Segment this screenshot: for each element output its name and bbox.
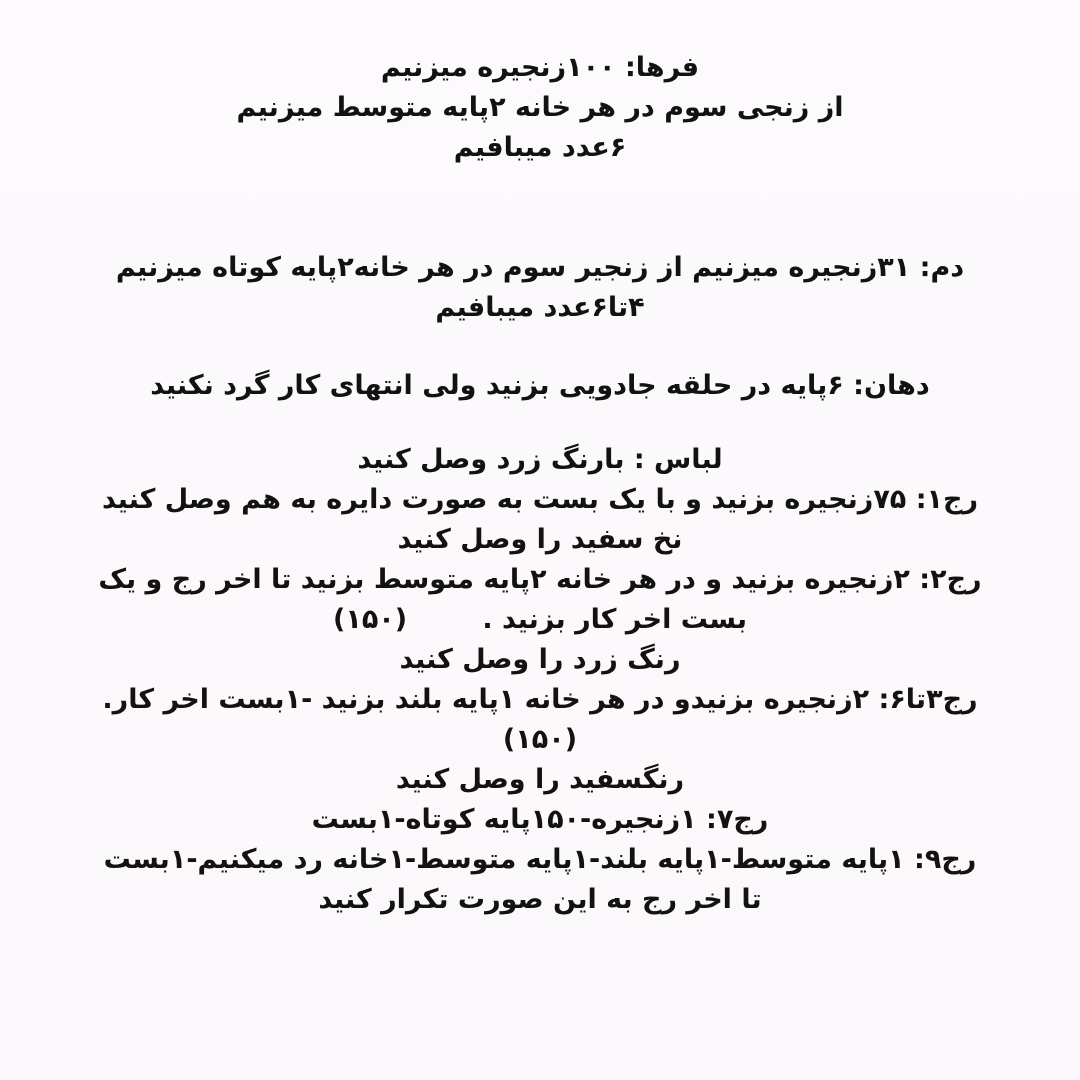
lebas-line-12: تا اخر رج به این صورت تکرار کنید [318, 884, 762, 915]
spacer [40, 406, 1040, 440]
farha-line-1: فرها: ۱۰۰زنجیره میزنیم [380, 52, 700, 83]
lebas-line-7: رج۳تا۶: ۲زنجیره بزنیدو در هر خانه ۱پایه بلند بزنید -۱بست اخر کار. [102, 684, 978, 715]
spacer [40, 168, 1040, 248]
crochet-instructions [40, 48, 1040, 920]
lebas-line-9: رنگسفید را وصل کنید [395, 764, 685, 795]
spacer [40, 328, 1040, 366]
lebas-line-8: (۱۵۰) [502, 724, 578, 755]
lebas-line-10: رج۷: ۱زنجیره-۱۵۰پایه کوتاه-۱بست [311, 804, 769, 835]
farha-line-3: ۶عدد میبافیم [453, 132, 627, 163]
dam-line-2: ۴تا۶عدد میبافیم [435, 292, 645, 323]
lebas-line-11: رج۹: ۱پایه متوسط-۱پایه بلند-۱پایه متوسط-۱خانه رد میکنیم-۱بست [103, 844, 977, 875]
lebas-line-6: رنگ زرد را وصل کنید [399, 644, 681, 675]
lebas-line-3: نخ سفید را وصل کنید [397, 524, 683, 555]
farha-line-2: از زنجی سوم در هر خانه ۲پایه متوسط میزنیم [236, 92, 844, 123]
dahan-line-1: دهان: ۶پایه در حلقه جادویی بزنید ولی انتهای کار گرد نکنید [150, 370, 930, 401]
lebas-line-2: رج۱: ۷۵زنجیره بزنید و با یک بست به صورت دایره به هم وصل کنید [101, 484, 978, 515]
section-dam [40, 248, 1040, 328]
lebas-line-4: رج۲: ۲زنجیره بزنید و در هر خانه ۲پایه متوسط بزنید تا اخر رج و یک [98, 564, 982, 595]
section-farha [40, 48, 1040, 168]
lebas-line-1: لباس : بارنگ زرد وصل کنید [357, 444, 723, 475]
section-dahan [40, 366, 1040, 406]
dam-line-1: دم: ۳۱زنجیره میزنیم از زنجیر سوم در هر خانه۲پایه کوتاه میزنیم [115, 252, 965, 283]
lebas-line-5: بست اخر کار بزنید . (۱۵۰) [333, 604, 747, 635]
section-lebas [40, 440, 1040, 920]
